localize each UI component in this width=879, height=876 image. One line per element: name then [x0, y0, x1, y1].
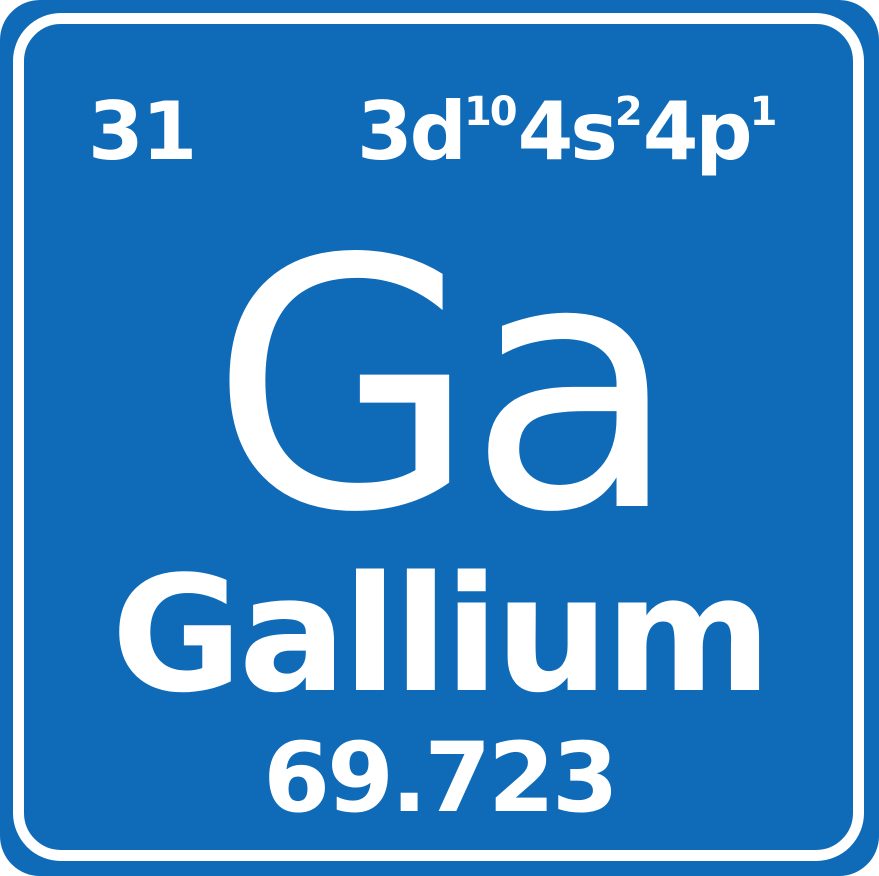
orbital-3d: 3d: [357, 85, 464, 178]
electron-configuration: [357, 85, 778, 178]
atomic-mass: 69.723: [263, 722, 616, 834]
orbital-4p-electrons: 1: [749, 89, 776, 135]
element-name: Gallium: [111, 541, 768, 728]
orbital-4p: 4p: [642, 85, 750, 178]
orbital-4s: 4s: [517, 85, 615, 178]
orbital-3d-electrons: 10: [463, 89, 516, 135]
atomic-number: 31: [88, 85, 196, 178]
element-symbol: Ga: [210, 187, 669, 588]
orbital-4s-electrons: 2: [614, 89, 641, 135]
